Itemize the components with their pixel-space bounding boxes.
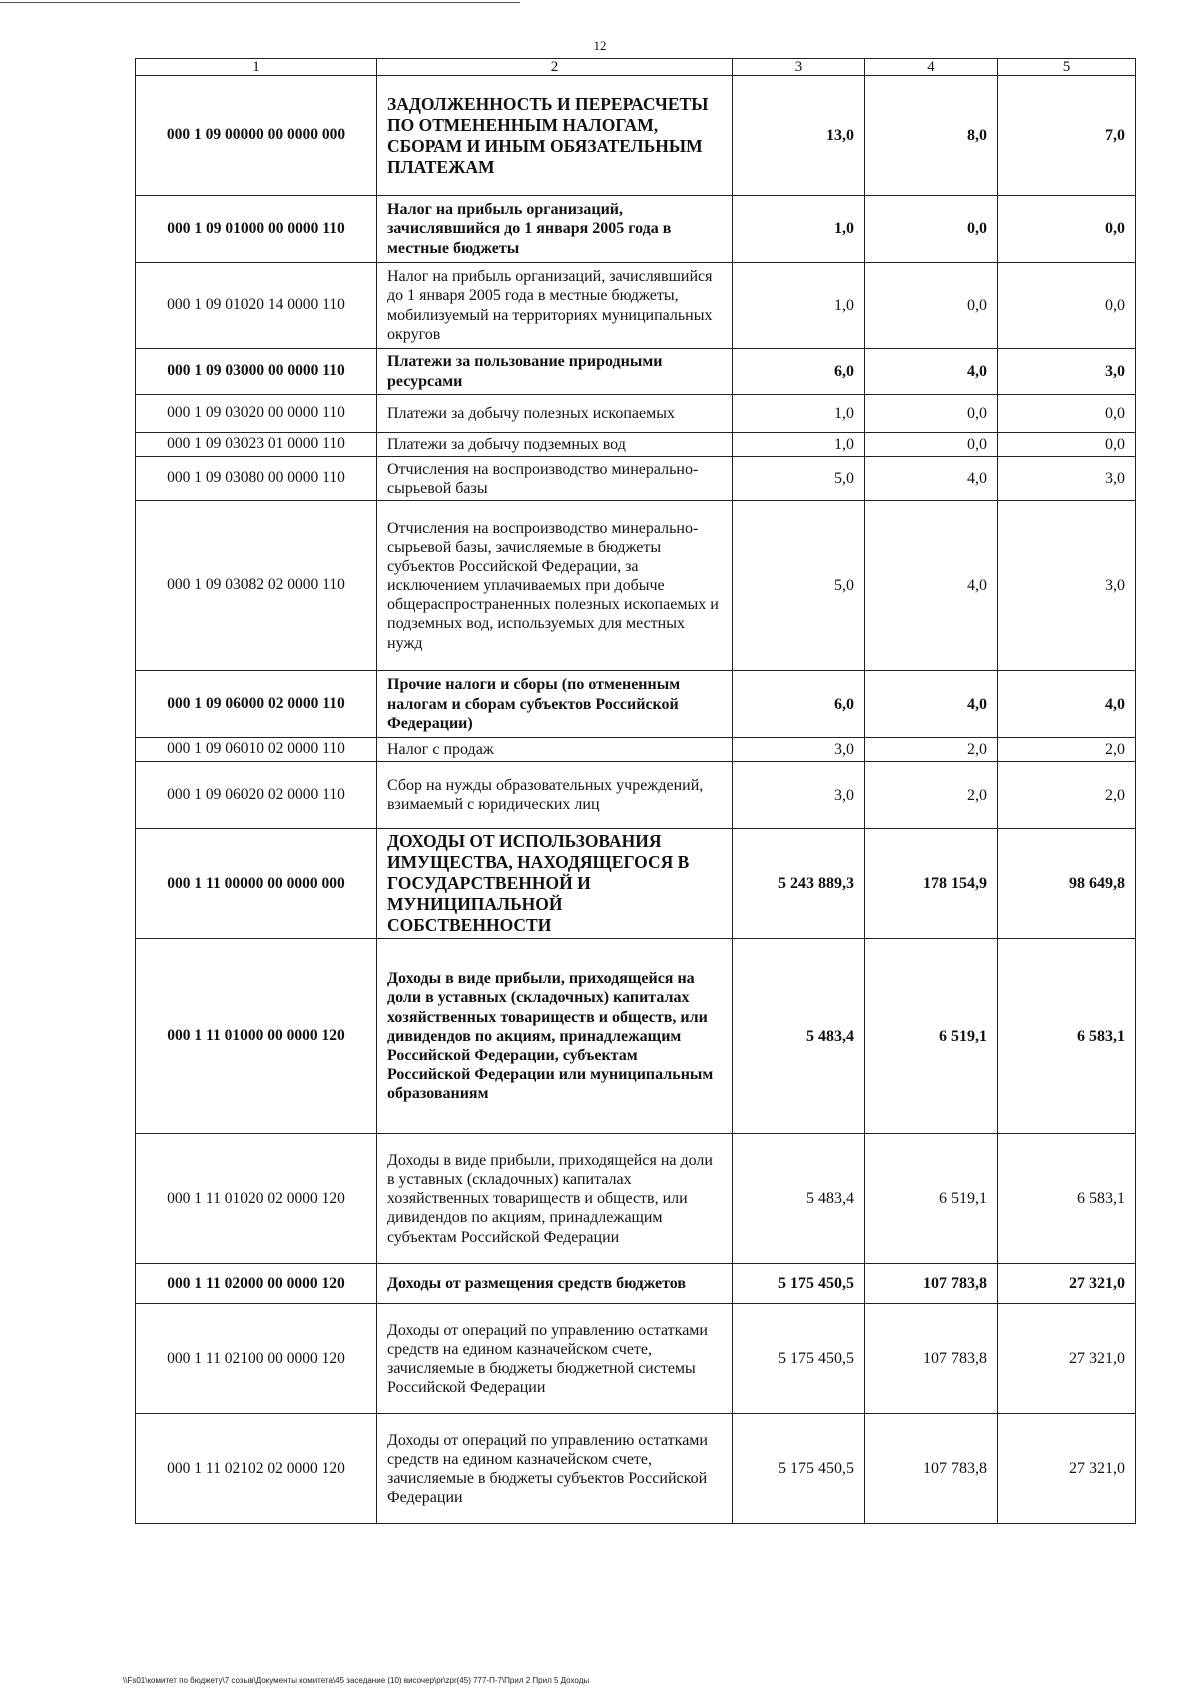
row-value-4: 6 519,1 [865,939,998,1134]
row-name: Платежи за добычу полезных ископаемых [377,395,733,433]
row-value-3: 6,0 [733,349,865,395]
table-row [136,196,1136,263]
row-value-5: 3,0 [998,457,1136,501]
row-name: Налог на прибыль организаций, зачислявшийся до 1 января 2005 года в местные бюджеты, мобилизуемый на территориях муниципальных округов [377,263,733,349]
row-value-4: 0,0 [865,196,998,263]
row-value-5: 0,0 [998,263,1136,349]
row-code: 000 1 09 01020 14 0000 110 [136,263,377,349]
row-value-5: 2,0 [998,762,1136,829]
column-header-4: 4 [865,59,998,76]
table-row [136,433,1136,457]
row-value-4: 2,0 [865,738,998,762]
table-row [136,1264,1136,1304]
row-value-4: 6 519,1 [865,1134,998,1264]
table-row [136,395,1136,433]
row-code: 000 1 09 03082 02 0000 110 [136,501,377,671]
row-value-5: 27 321,0 [998,1414,1136,1524]
table-row [136,1134,1136,1264]
column-header-3: 3 [733,59,865,76]
row-value-3: 5 175 450,5 [733,1414,865,1524]
row-code: 000 1 09 03080 00 0000 110 [136,457,377,501]
row-value-3: 5 483,4 [733,1134,865,1264]
row-name: Налог на прибыль организаций, зачислявшийся до 1 января 2005 года в местные бюджеты [377,196,733,263]
row-value-3: 5 483,4 [733,939,865,1134]
row-name: Доходы в виде прибыли, приходящейся на доли в уставных (складочных) капиталах хозяйственных товариществ и обществ, или дивидендов по акциям, принадлежащим Российской Федерации, субъектам Российской Федерации или муниципальным образованиям [377,939,733,1134]
row-code: 000 1 11 02000 00 0000 120 [136,1264,377,1304]
table-row [136,671,1136,738]
row-value-5: 0,0 [998,433,1136,457]
row-value-5: 7,0 [998,76,1136,196]
row-value-4: 107 783,8 [865,1414,998,1524]
row-value-5: 0,0 [998,395,1136,433]
row-code: 000 1 09 03020 00 0000 110 [136,395,377,433]
table-row [136,762,1136,829]
column-header-2: 2 [377,59,733,76]
row-name: Налог с продаж [377,738,733,762]
revenue-table [135,58,1136,1524]
row-name: Платежи за добычу подземных вод [377,433,733,457]
column-header-5: 5 [998,59,1136,76]
row-value-3: 1,0 [733,395,865,433]
row-value-3: 3,0 [733,762,865,829]
row-name: Прочие налоги и сборы (по отмененным налогам и сборам субъектов Российской Федерации) [377,671,733,738]
column-header-1: 1 [136,59,377,76]
table-header-row [136,59,1136,76]
row-value-4: 4,0 [865,349,998,395]
row-value-3: 5 175 450,5 [733,1264,865,1304]
row-value-3: 5 175 450,5 [733,1304,865,1414]
row-value-5: 27 321,0 [998,1264,1136,1304]
row-value-5: 4,0 [998,671,1136,738]
row-value-5: 2,0 [998,738,1136,762]
row-name: Доходы от операций по управлению остатками средств на едином казначейском счете, зачисляемые в бюджеты бюджетной системы Российской Федерации [377,1304,733,1414]
row-value-5: 0,0 [998,196,1136,263]
file-path-footer: \\Fs01\комитет по бюджету\7 созыв\Документы комитета\45 заседание (10) височер\pr\zpr(45) 777-П-7\Прил 2 Прил 5 Доходы [123,1676,590,1685]
row-value-4: 4,0 [865,501,998,671]
table-row [136,457,1136,501]
row-value-3: 3,0 [733,738,865,762]
row-code: 000 1 09 00000 00 0000 000 [136,76,377,196]
top-rule [0,2,520,3]
row-code: 000 1 09 03023 01 0000 110 [136,433,377,457]
table-row [136,349,1136,395]
row-value-5: 98 649,8 [998,829,1136,939]
row-value-4: 178 154,9 [865,829,998,939]
row-code: 000 1 11 00000 00 0000 000 [136,829,377,939]
row-value-5: 6 583,1 [998,939,1136,1134]
row-value-3: 5 243 889,3 [733,829,865,939]
row-value-4: 0,0 [865,433,998,457]
row-value-3: 13,0 [733,76,865,196]
row-code: 000 1 11 02102 02 0000 120 [136,1414,377,1524]
table-row [136,939,1136,1134]
row-value-4: 4,0 [865,457,998,501]
row-code: 000 1 09 06000 02 0000 110 [136,671,377,738]
table-row [136,829,1136,939]
row-value-3: 1,0 [733,433,865,457]
row-value-4: 8,0 [865,76,998,196]
row-value-4: 107 783,8 [865,1264,998,1304]
row-value-5: 6 583,1 [998,1134,1136,1264]
row-code: 000 1 09 03000 00 0000 110 [136,349,377,395]
row-value-5: 3,0 [998,349,1136,395]
page-number: 12 [593,38,607,53]
row-value-5: 3,0 [998,501,1136,671]
row-code: 000 1 11 01020 02 0000 120 [136,1134,377,1264]
row-value-3: 1,0 [733,196,865,263]
row-code: 000 1 09 06010 02 0000 110 [136,738,377,762]
table-row [136,76,1136,196]
row-name: Доходы от операций по управлению остатками средств на едином казначейском счете, зачисляемые в бюджеты субъектов Российской Федерации [377,1414,733,1524]
row-name: Доходы от размещения средств бюджетов [377,1264,733,1304]
row-name: ДОХОДЫ ОТ ИСПОЛЬЗОВАНИЯ ИМУЩЕСТВА, НАХОДЯЩЕГОСЯ В ГОСУДАРСТВЕННОЙ И МУНИЦИПАЛЬНОЙ СОБСТВЕННОСТИ [377,829,733,939]
table-row [136,738,1136,762]
row-value-4: 4,0 [865,671,998,738]
row-value-4: 107 783,8 [865,1304,998,1414]
row-value-4: 0,0 [865,263,998,349]
row-name: Отчисления на воспроизводство минерально-сырьевой базы [377,457,733,501]
table-row [136,1304,1136,1414]
row-code: 000 1 11 01000 00 0000 120 [136,939,377,1134]
row-value-4: 2,0 [865,762,998,829]
row-name: Платежи за пользование природными ресурсами [377,349,733,395]
row-value-3: 6,0 [733,671,865,738]
table-row [136,501,1136,671]
row-value-3: 5,0 [733,457,865,501]
row-value-3: 1,0 [733,263,865,349]
row-code: 000 1 09 06020 02 0000 110 [136,762,377,829]
row-name: ЗАДОЛЖЕННОСТЬ И ПЕРЕРАСЧЕТЫ ПО ОТМЕНЕННЫМ НАЛОГАМ, СБОРАМ И ИНЫМ ОБЯЗАТЕЛЬНЫМ ПЛАТЕЖАМ [377,76,733,196]
row-value-3: 5,0 [733,501,865,671]
row-value-4: 0,0 [865,395,998,433]
table-row [136,263,1136,349]
row-code: 000 1 11 02100 00 0000 120 [136,1304,377,1414]
row-value-5: 27 321,0 [998,1304,1136,1414]
row-name: Сбор на нужды образовательных учреждений, взимаемый с юридических лиц [377,762,733,829]
row-name: Отчисления на воспроизводство минерально-сырьевой базы, зачисляемые в бюджеты субъектов Российской Федерации, за исключением уплачиваемых при добыче общераспространенных полезных ископаемых и подземных вод, используемых для местных нужд [377,501,733,671]
table-row [136,1414,1136,1524]
row-name: Доходы в виде прибыли, приходящейся на доли в уставных (складочных) капиталах хозяйственных товариществ и обществ, или дивидендов по акциям, принадлежащим субъектам Российской Федерации [377,1134,733,1264]
row-code: 000 1 09 01000 00 0000 110 [136,196,377,263]
